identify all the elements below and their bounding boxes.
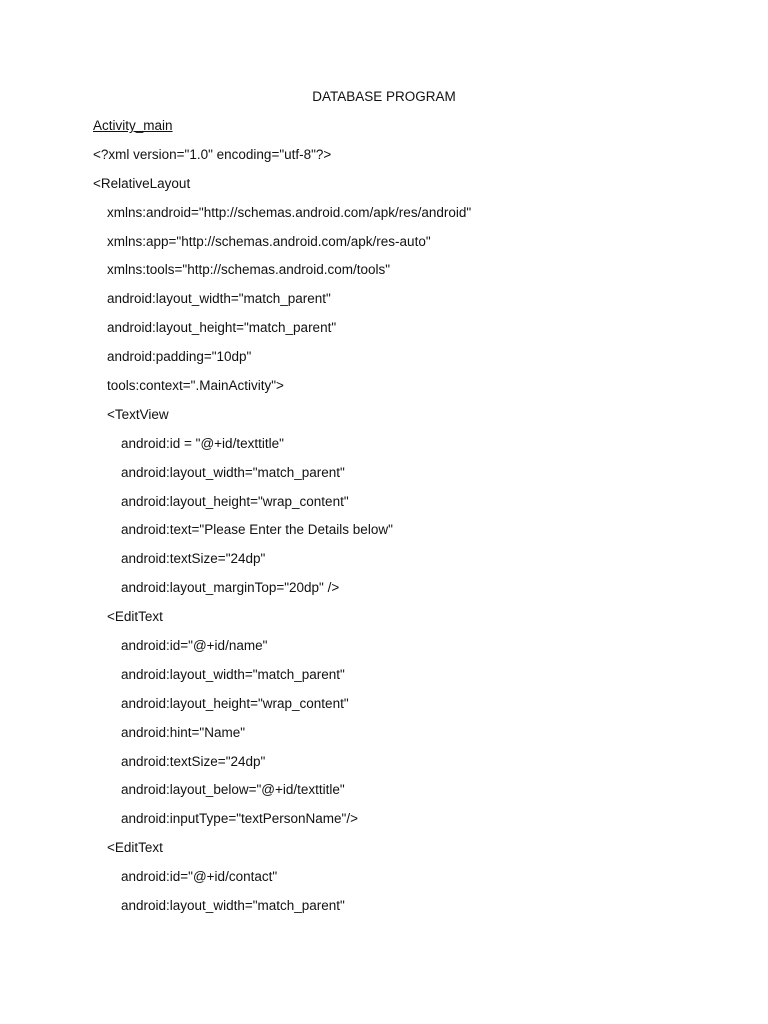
code-line: android:layout_width="match_parent" (121, 464, 345, 480)
code-line: android:textSize="24dp" (121, 551, 266, 567)
code-line: android:textSize="24dp" (121, 753, 266, 769)
code-line: <TextView (107, 406, 169, 422)
code-line: android:layout_height="wrap_content" (121, 493, 349, 509)
code-line: android:layout_below="@+id/texttitle" (121, 782, 345, 798)
code-line: <EditText (107, 609, 163, 625)
code-line: <?xml version="1.0" encoding="utf-8"?> (93, 146, 332, 162)
code-line: android:layout_width="match_parent" (121, 666, 345, 682)
code-line: android:id = "@+id/texttitle" (121, 435, 284, 451)
code-line: xmlns:tools="http://schemas.android.com/tools" (107, 262, 391, 278)
code-line: android:text="Please Enter the Details below" (121, 522, 393, 538)
code-line: android:layout_height="match_parent" (107, 320, 337, 336)
section-heading: Activity_main (93, 118, 173, 133)
code-line: android:padding="10dp" (107, 349, 252, 365)
code-line: android:layout_marginTop="20dp" /> (121, 580, 340, 596)
code-line: xmlns:app="http://schemas.android.com/apk/res-auto" (107, 233, 431, 249)
code-line: <RelativeLayout (93, 175, 191, 191)
code-line: android:layout_width="match_parent" (107, 291, 331, 307)
code-line: xmlns:android="http://schemas.android.com/apk/res/android" (107, 204, 472, 220)
code-line: tools:context=".MainActivity"> (107, 378, 284, 394)
code-line: android:hint="Name" (121, 724, 246, 740)
code-line: android:id="@+id/name" (121, 638, 268, 654)
code-line: android:id="@+id/contact" (121, 869, 278, 885)
code-line: <EditText (107, 840, 163, 856)
code-line: android:layout_height="wrap_content" (121, 695, 349, 711)
document-title: DATABASE PROGRAM (312, 89, 456, 104)
code-line: android:layout_width="match_parent" (121, 898, 345, 914)
code-line: android:inputType="textPersonName"/> (121, 811, 358, 827)
code-listing (93, 117, 728, 926)
